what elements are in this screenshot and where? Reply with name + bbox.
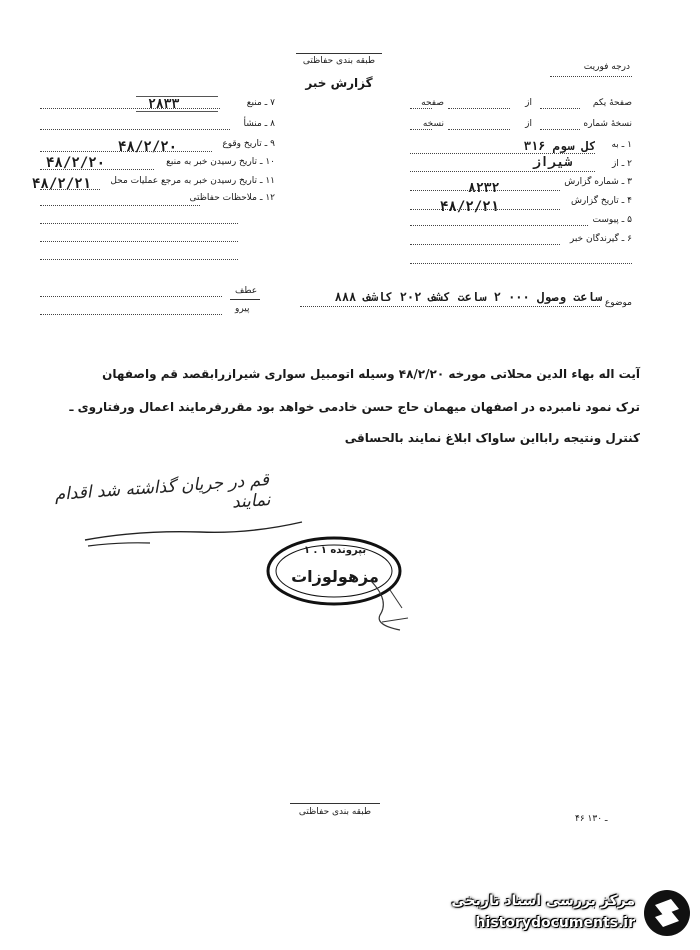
to-dots <box>410 153 595 154</box>
attachment-dots <box>410 225 588 226</box>
footer-rule <box>290 803 380 804</box>
ref1-dots <box>40 296 222 297</box>
page-dots-3 <box>410 108 432 109</box>
ref1-label: عطف <box>235 286 258 296</box>
body-line-2: ترک نمود نامبرده در اصفهان میهمان حاج حسن خادمی خواهد بود مقررفرمایند اعمال ورفتاروی ـ <box>69 400 640 414</box>
source-label: ۷ ـ منبع <box>246 98 275 108</box>
notes-dots-4 <box>40 259 238 260</box>
received-local-dots <box>40 189 100 190</box>
occur-date-value: ۴۸/۲/۲۰ <box>118 139 178 155</box>
page-of: از <box>525 98 532 108</box>
page-dots-1 <box>540 108 580 109</box>
recipients-dots <box>410 244 560 245</box>
copy-of: از <box>525 119 532 129</box>
stamp-main-text: مزهولوزات <box>291 567 379 586</box>
subject-dots <box>300 306 600 307</box>
notes-dots-3 <box>40 241 238 242</box>
occur-date-dots <box>40 151 212 152</box>
urgency-label: درجه فوریت <box>583 62 630 72</box>
report-title: گزارش خبر <box>305 76 373 90</box>
page-label: صفحهٔ یکم <box>592 98 632 108</box>
from-dots <box>410 171 595 172</box>
copy-dots-1 <box>540 129 580 130</box>
from-value: شیراز <box>532 155 572 170</box>
watermark-url: historydocuments.ir <box>475 915 635 931</box>
subject-value: ساعت وصول ۰۰۰ ۲ ساعت کشف ۲۰۲ کاشف ۸۸۸ <box>334 290 602 304</box>
to-label: ۱ ـ به <box>611 140 632 150</box>
to-value: کل سوم ۳۱۶ <box>523 139 596 153</box>
urgency-line <box>550 76 632 77</box>
watermark-title: مرکز بررسی اسناد تاریخی <box>451 893 635 909</box>
notes-dots-1 <box>40 205 200 206</box>
from-label: ۲ ـ از <box>611 159 632 169</box>
origin-label: ۸ ـ منشأ <box>243 119 275 129</box>
notes-label: ۱۲ ـ ملاحظات حفاظتی <box>189 193 275 203</box>
source-value: ۲۸۳۳ <box>148 97 180 112</box>
classification-bottom: طبقه بندی حفاظتی <box>298 807 372 817</box>
occur-date-label: ۹ ـ تاریخ وقوع <box>222 139 275 149</box>
stamp-signature-icon <box>360 570 420 640</box>
received-source-dots <box>40 169 154 170</box>
body-line-1: آیت اله بهاء الدین محلاتی مورخه ۴۸/۲/۲۰ وسیله اتومبیل سواری شیرازرابقصد قم واصفهان <box>102 367 640 381</box>
received-source-label: ۱۰ ـ تاریخ رسیدن خبر به منبع <box>166 157 275 167</box>
ref-divider <box>230 299 260 300</box>
notes-dots-2 <box>40 223 238 224</box>
copy-label: نسخهٔ شماره <box>583 119 632 129</box>
recipients-dots-2 <box>410 263 632 264</box>
body-line-3: کنترل ونتیجه رابااین ساواک ابلاغ نمایند بالحساقی <box>344 431 640 445</box>
handwritten-note: قم در جریان گذاشته شد اقدام نمایند <box>53 470 272 513</box>
origin-dots <box>40 129 230 130</box>
classification-top: طبقه بندی حفاظتی <box>302 56 376 66</box>
report-no-label: ۳ ـ شماره گزارش <box>564 177 632 187</box>
subject-row <box>40 282 632 322</box>
report-no-value: ۸۲۳۲ <box>468 181 500 196</box>
recipients-label: ۶ ـ گیرندگان خبر <box>569 234 632 244</box>
right-fields <box>400 95 632 255</box>
form-number: ۴۶ ـ ۱۳۰ <box>575 814 608 824</box>
report-date-dots <box>410 209 560 210</box>
received-source-value: ۴۸/۲/۲۰ <box>46 155 106 171</box>
source-box <box>136 96 218 112</box>
stamp-top-text: بپرونده ۱ . ۱ <box>303 545 367 556</box>
copy-dots-2 <box>448 129 510 130</box>
subject-label: موضوع <box>604 298 632 308</box>
ref2-label: پیرو <box>235 304 250 314</box>
watermark-logo-icon <box>641 887 693 939</box>
page-dots-2 <box>448 108 510 109</box>
copy-dots-3 <box>410 129 432 130</box>
report-no-dots <box>410 190 560 191</box>
header-top-rule <box>296 53 382 54</box>
report-date-label: ۴ ـ تاریخ گزارش <box>570 196 632 206</box>
report-date-value: ۴۸/۲/۲۱ <box>440 199 500 215</box>
copy-unit: نسخه <box>422 119 444 129</box>
attachment-label: ۵ ـ پیوست <box>592 215 632 225</box>
page-unit: صفحه <box>421 98 444 108</box>
left-fields <box>32 95 275 265</box>
received-local-label: ۱۱ ـ تاریخ رسیدن خبر به مرجع عملیات محل <box>110 176 275 186</box>
watermark <box>405 885 695 950</box>
received-local-value: ۴۸/۲/۲۱ <box>32 176 92 192</box>
ref2-dots <box>40 314 222 315</box>
